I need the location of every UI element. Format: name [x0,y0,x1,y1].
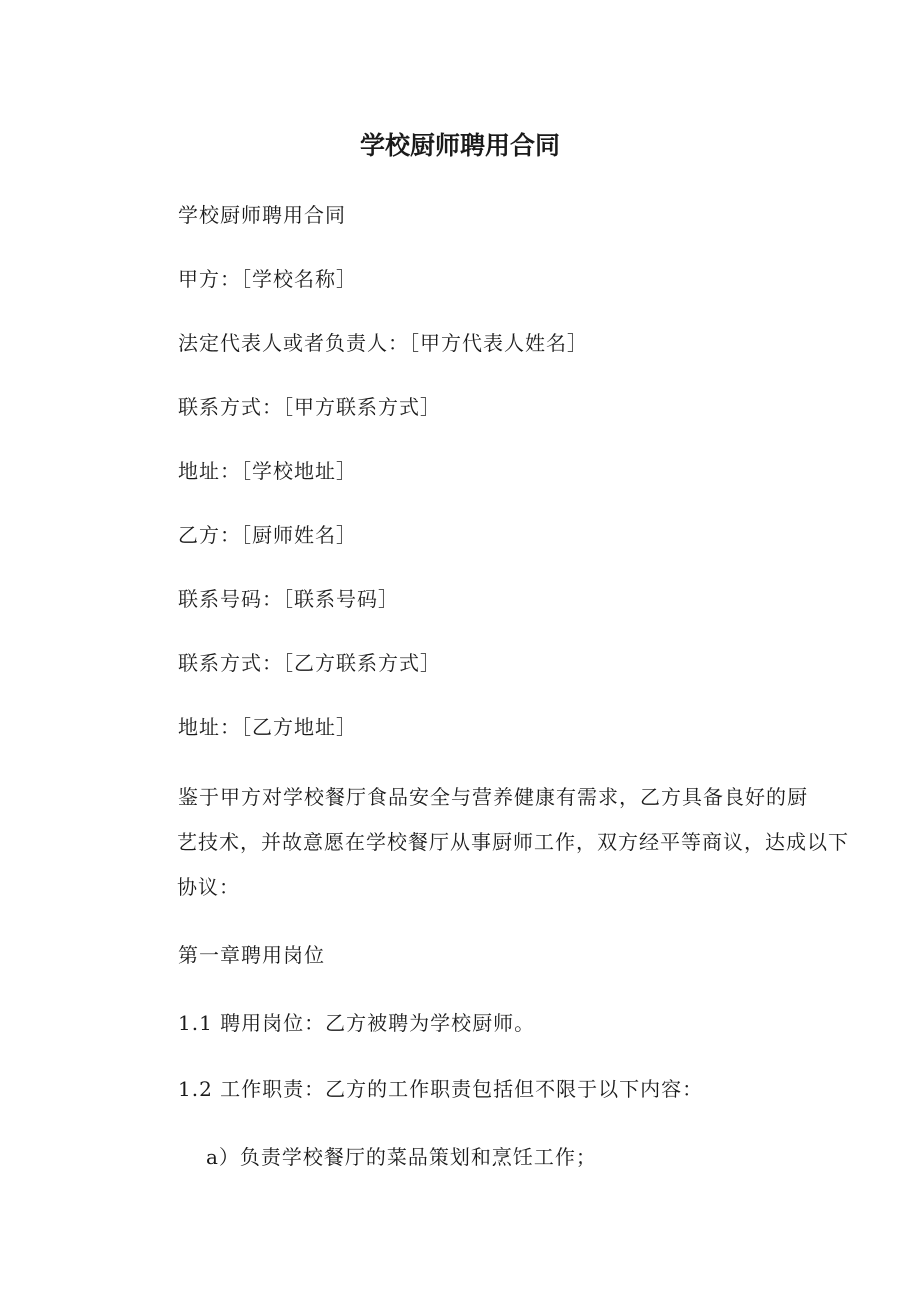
clause-1-2: 1.2 工作职责：乙方的工作职责包括但不限于以下内容： [178,1077,704,1101]
preamble-line: 艺技术，并故意愿在学校餐厅从事厨师工作，双方经平等商议，达成以下 [177,830,849,854]
preamble-line: 协议： [177,875,240,899]
representative-line: 法定代表人或者负责人：［甲方代表人姓名］ [178,331,588,355]
party-a-address-line: 地址：［学校地址］ [178,459,357,483]
document-subtitle: 学校厨师聘用合同 [178,203,346,227]
clause-1-2-item-a: a）负责学校餐厅的菜品策划和烹饪工作； [206,1145,597,1169]
preamble-line: 鉴于甲方对学校餐厅食品安全与营养健康有需求，乙方具备良好的厨 [178,785,808,809]
clause-1-1: 1.1 聘用岗位：乙方被聘为学校厨师。 [178,1011,536,1035]
preamble-paragraph [177,775,849,910]
party-b-phone-line: 联系号码：［联系号码］ [178,587,399,611]
party-b-address-line: 地址：［乙方地址］ [178,715,357,739]
party-b-line: 乙方：［厨师姓名］ [178,523,357,547]
party-a-contact-line: 联系方式：［甲方联系方式］ [178,395,441,419]
party-a-line: 甲方：［学校名称］ [178,267,357,291]
document-title: 学校厨师聘用合同 [359,131,560,160]
chapter-1-heading: 第一章聘用岗位 [178,943,325,967]
party-b-contact-line: 联系方式：［乙方联系方式］ [178,651,441,675]
